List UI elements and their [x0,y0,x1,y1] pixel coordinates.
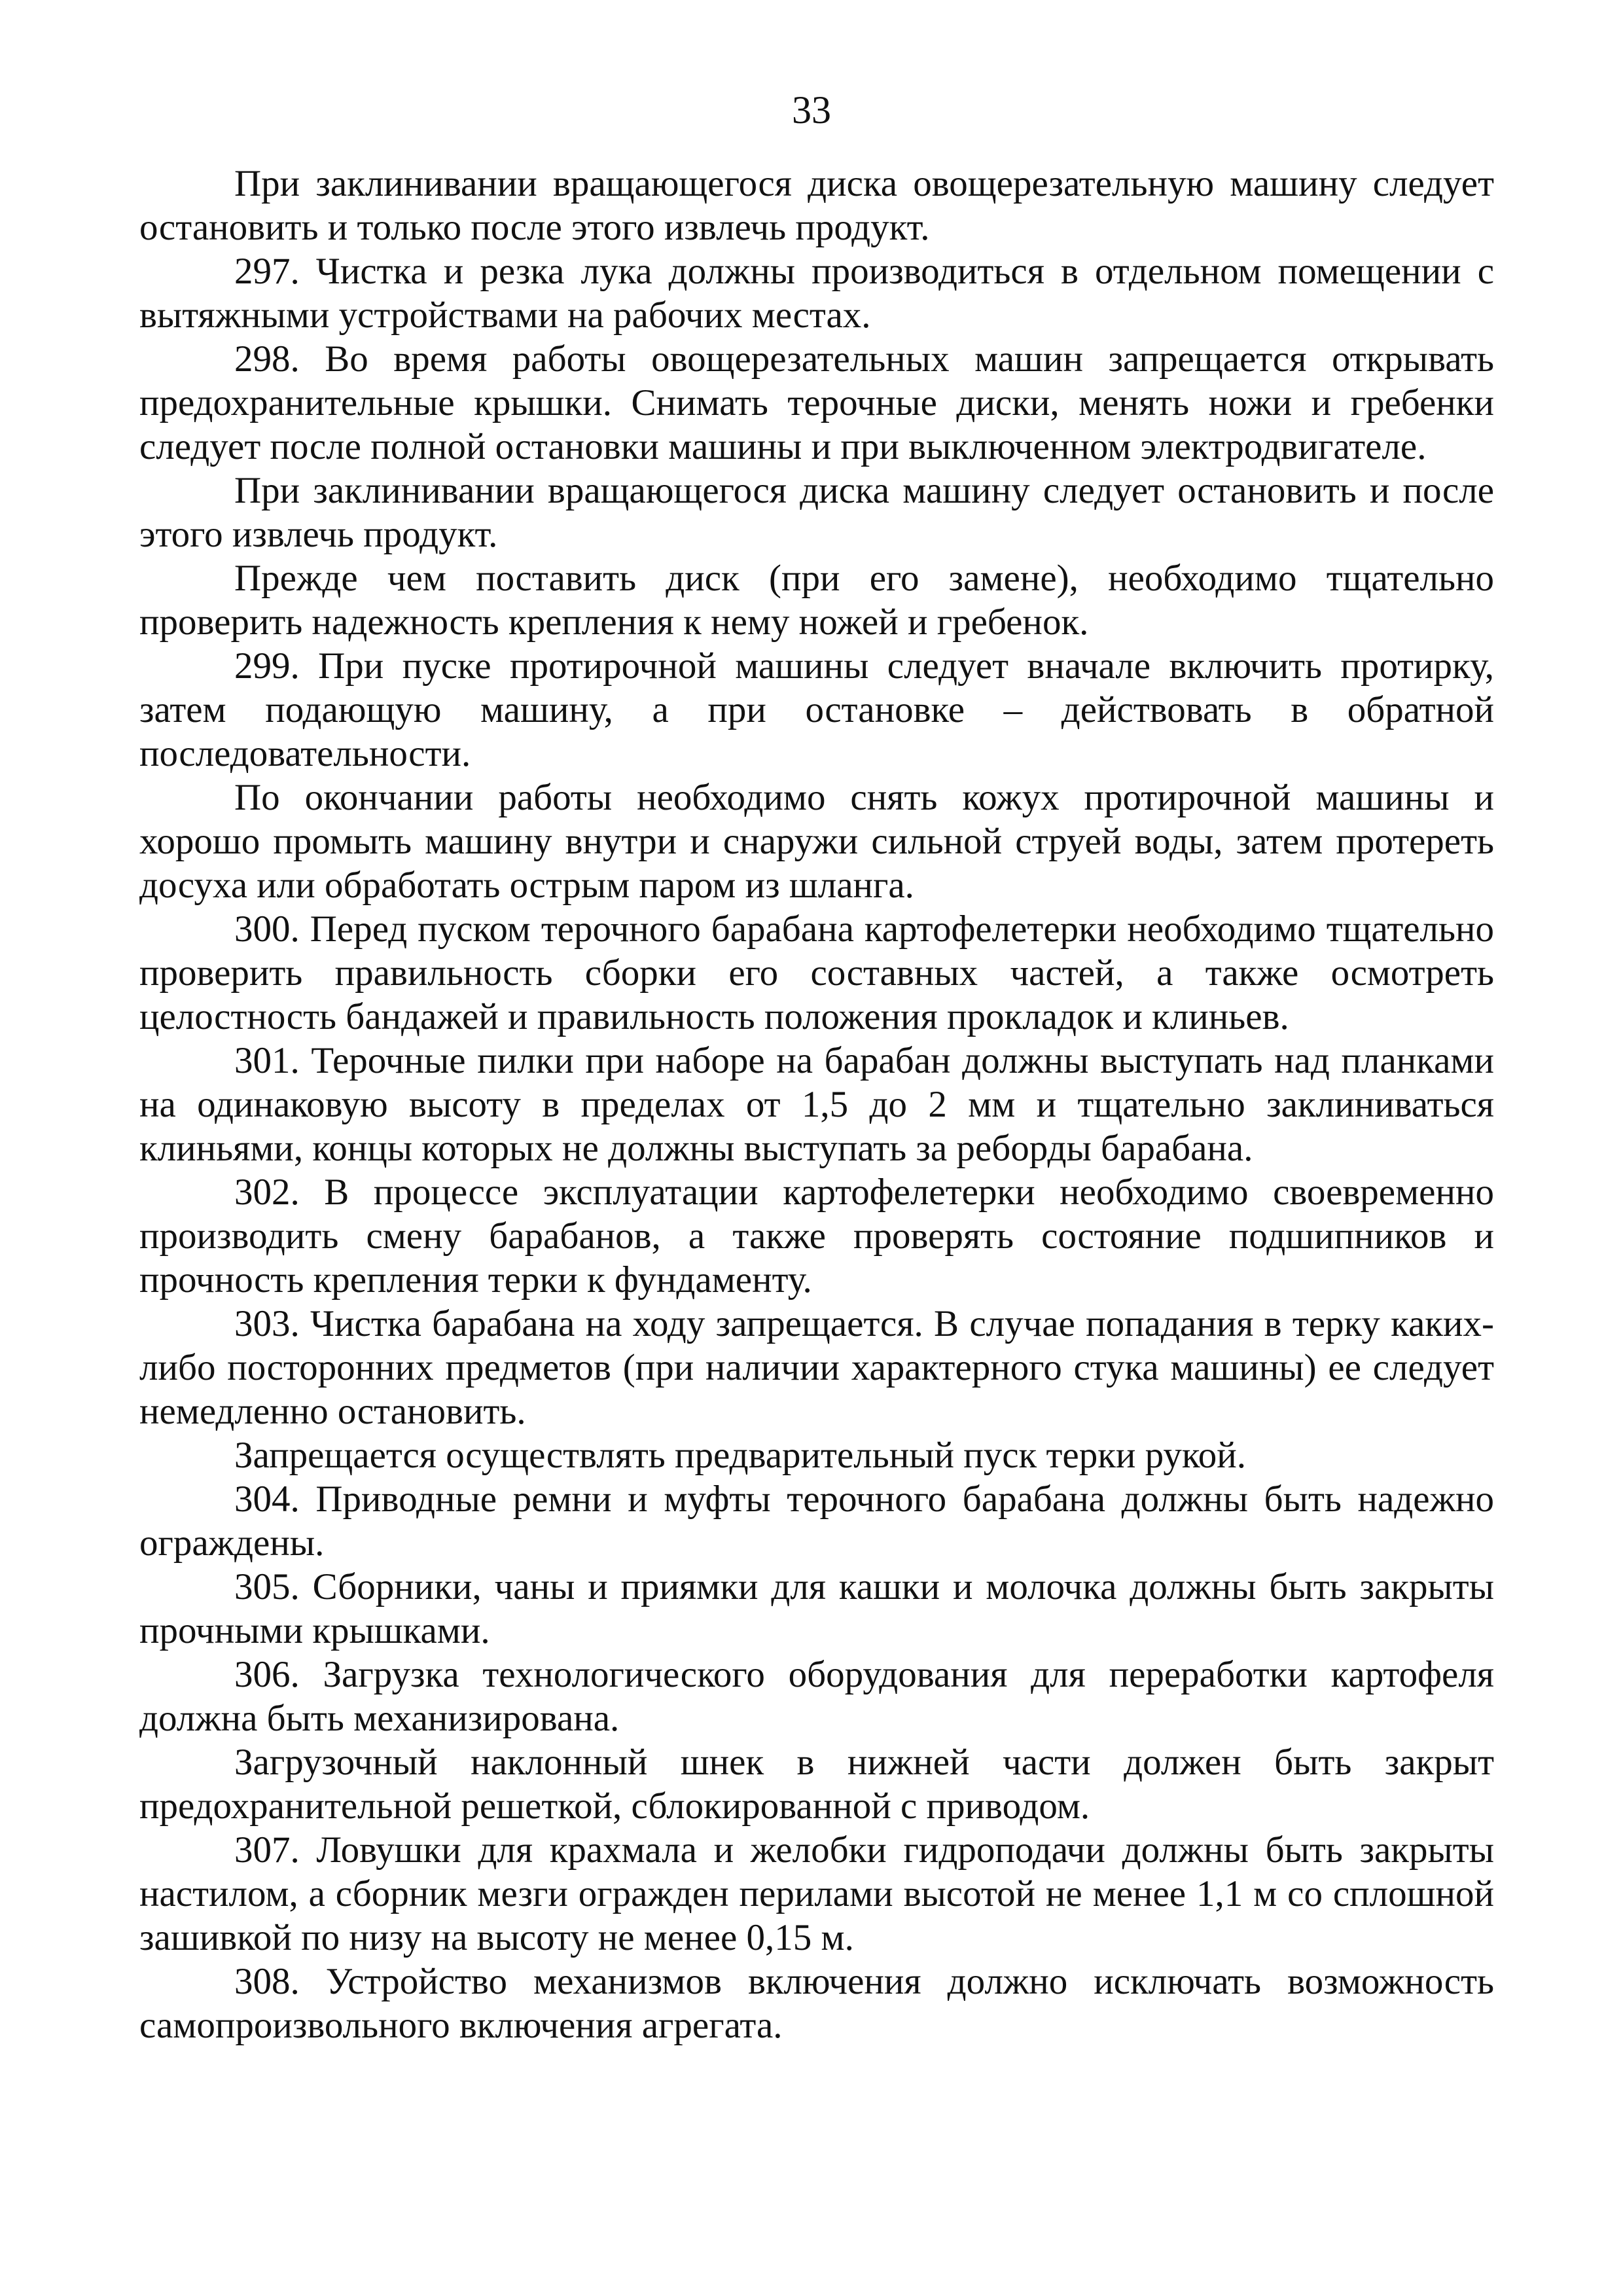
paragraph-hand-start-prohibited: Запрещается осуществлять предварительный пуск терки рукой. [234,1435,1246,1476]
paragraph-306: 306. Загрузка технологического оборудования для переработки картофеля должна быть механизирована. [139,1654,1494,1739]
paragraph-298: 298. Во время работы овощерезательных машин запрещается открывать предохранительные крышки. Снимать терочные диски, менять ножи и гребенки следует после полной остановки машины и при выключенном электродвигателе. [139,338,1494,467]
body-text [139,162,1494,2047]
paragraph-303: 303. Чистка барабана на ходу запрещается. В случае попадания в терку каких-либо посторонних предметов (при наличии характерного стука машины) ее следует немедленно остановить. [139,1303,1494,1432]
paragraph-disk-jam-stop: При заклинивании вращающегося диска машину следует остановить и после этого извлечь продукт. [139,470,1494,555]
paragraph-308: 308. Устройство механизмов включения должно исключать возможность самопроизвольного включения агрегата. [139,1961,1494,2046]
paragraph-305: 305. Сборники, чаны и приямки для кашки и молочка должны быть закрыты прочными крышками. [139,1566,1494,1651]
paragraph-304: 304. Приводные ремни и муфты терочного барабана должны быть надежно ограждены. [139,1479,1494,1564]
paragraph-299: 299. При пуске протирочной машины следует вначале включить протирку, затем подающую машину, а при остановке – действовать в обратной последовательности. [139,645,1494,774]
paragraph-301: 301. Терочные пилки при наборе на барабан должны выступать над планками на одинаковую высоту в пределах от 1,5 до 2 мм и тщательно заклиниваться клиньями, концы которых не должны выступать за реборды барабана. [139,1040,1494,1169]
paragraph-rotating-disk-jam: При заклинивании вращающегося диска овощерезательную машину следует остановить и только после этого извлечь продукт. [139,163,1494,248]
page-number: 33 [792,88,831,132]
paragraph-307: 307. Ловушки для крахмала и желобки гидроподачи должны быть закрыты настилом, а сборник мезги огражден перилами высотой не менее 1,1 м со сплошной зашивкой по низу на высоту не менее 0,15 м. [139,1829,1494,1958]
paragraph-300: 300. Перед пуском терочного барабана картофелетерки необходимо тщательно проверить правильность сборки его составных частей, а также осмотреть целостность бандажей и правильность положения прокладок и клиньев. [139,908,1494,1037]
paragraph-297: 297. Чистка и резка лука должны производиться в отдельном помещении с вытяжными устройствами на рабочих местах. [139,251,1494,336]
paragraph-cleaning-after-work: По окончании работы необходимо снять кожух протирочной машины и хорошо промыть машину внутри и снаружи сильной струей воды, затем протереть досуха или обработать острым паром из шланга. [139,777,1494,906]
paragraph-loading-auger: Загрузочный наклонный шнек в нижней части должен быть закрыт предохранительной решеткой, сблокированной с приводом. [139,1742,1494,1827]
paragraph-disk-replacement: Прежде чем поставить диск (при его замене), необходимо тщательно проверить надежность крепления к нему ножей и гребенок. [139,558,1494,643]
paragraph-302: 302. В процессе эксплуатации картофелетерки необходимо своевременно производить смену барабанов, а также проверять состояние подшипников и прочность крепления терки к фундаменту. [139,1172,1494,1300]
